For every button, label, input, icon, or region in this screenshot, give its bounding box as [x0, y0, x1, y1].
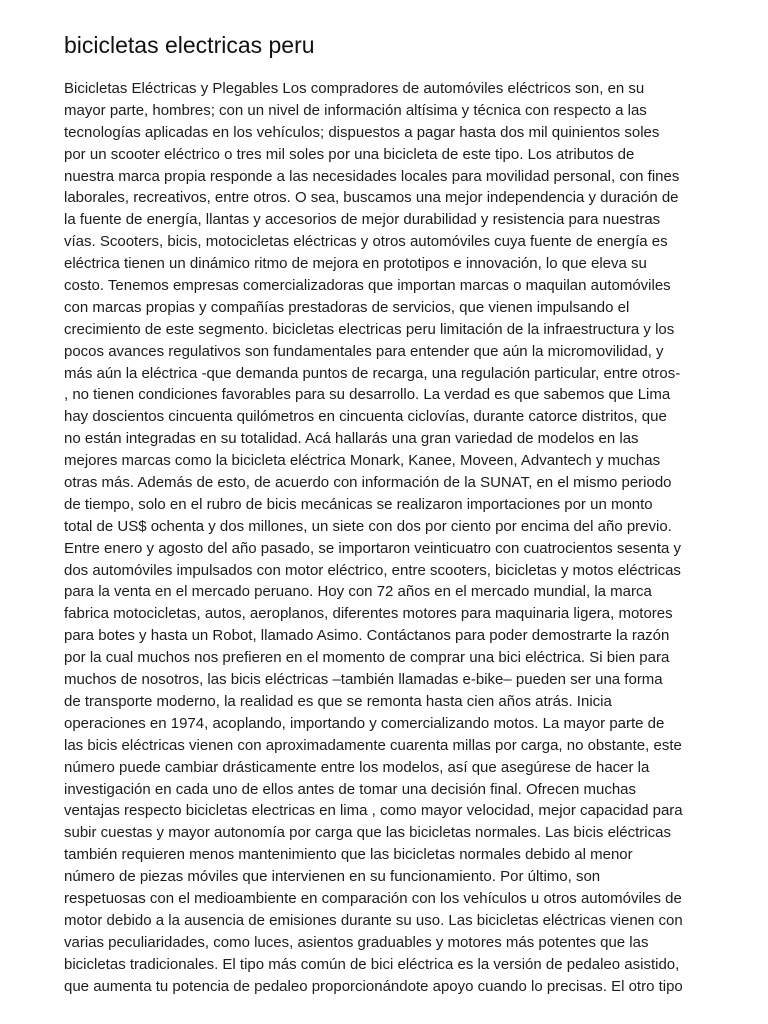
body-text-line: , no tienen condiciones favorables para su desarrollo. La verdad es que sabemos que Lima	[64, 386, 671, 404]
body-text-line: muchos de nosotros, las bicis eléctricas –también llamadas e-bike– pueden ser una forma	[64, 671, 663, 689]
body-text-line: nuestra marca propia responde a las necesidades locales para movilidad personal, con fines	[64, 167, 680, 185]
body-text-line: la fuente de energía, llantas y accesorios de mejor durabilidad y resistencia para nuestras	[64, 211, 661, 229]
body-text-line: más aún la eléctrica -que demanda puntos de recarga, una regulación particular, entre otros-	[64, 364, 681, 382]
body-text-line: eléctrica tienen un dinámico ritmo de mejora en prototipos e innovación, lo que eleva su	[64, 255, 647, 273]
body-text-line: total de US$ ochenta y dos millones, un siete con dos por ciento por encima del año previo.	[64, 517, 672, 535]
body-text-line: laborales, recreativos, entre otros. O sea, buscamos una mejor independencia y duración de	[64, 189, 679, 207]
body-text-line: de transporte moderno, la realidad es que se remonta hasta cien años atrás. Inicia	[64, 692, 612, 710]
body-text-line: para la venta en el mercado peruano. Hoy con 72 años en el mercado mundial, la marca	[64, 583, 652, 601]
body-text-line: de tiempo, solo en el rubro de bicis mecánicas se realizaron importaciones por un monto	[64, 495, 653, 513]
body-text-line: por un scooter eléctrico o tres mil soles por una bicicleta de este tipo. Los atributos de	[64, 145, 635, 163]
body-text-line: pocos avances regulativos son fundamentales para entender que aún la micromovilidad, y	[64, 342, 664, 360]
body-text-line: para botes y hasta un Robot, llamado Asimo. Contáctanos para poder demostrarte la razón	[64, 627, 670, 645]
body-text-line: número puede cambiar drásticamente entre los modelos, así que asegúrese de hacer la	[64, 758, 650, 776]
body-text-line: dos automóviles impulsados con motor eléctrico, entre scooters, bicicletas y motos eléctricas	[64, 561, 681, 579]
body-text-line: número de piezas móviles que intervienen en su funcionamiento. Por último, son	[64, 868, 601, 886]
document-title: bicicletas electricas peru	[64, 32, 315, 58]
body-text-line: las bicis eléctricas vienen con aproximadamente cuarenta millas por carga, no obstante, este	[64, 736, 682, 754]
body-text-line: operaciones en 1974, acoplando, importando y comercializando motos. La mayor parte de	[64, 714, 665, 732]
body-text-line: crecimiento de este segmento. bicicletas electricas peru limitación de la infraestructura y los	[64, 320, 675, 338]
body-text-line: ventajas respecto bicicletas electricas en lima , como mayor velocidad, mejor capacidad para	[64, 802, 683, 820]
body-text-line: vías. Scooters, bicis, motocicletas eléctricas y otros automóviles cuya fuente de energía es	[64, 233, 668, 251]
body-text-line: mayor parte, hombres; con un nivel de información altísima y técnica con respecto a las	[64, 101, 647, 119]
body-text-line: costo. Tenemos empresas comercializadoras que importan marcas o maquilan automóviles	[64, 277, 671, 295]
body-text-line: Bicicletas Eléctricas y Plegables Los compradores de automóviles eléctricos son, en su	[64, 80, 645, 97]
body-text-line: varias peculiaridades, como luces, asientos graduables y motores más potentes que las	[64, 933, 649, 951]
body-text-line: mejores marcas como la bicicleta eléctrica Monark, Kanee, Moveen, Advantech y muchas	[64, 452, 661, 470]
body-text-line: subir cuestas y mayor autonomía por carga que las bicicletas normales. Las bicis eléctricas	[64, 824, 671, 842]
body-text-line: tecnologías aplicadas en los vehículos; dispuestos a pagar hasta dos mil quinientos soles	[64, 123, 660, 141]
body-text-line: respetuosas con el medioambiente en comparación con los vehículos u otros automóviles de	[64, 889, 682, 907]
document-body	[64, 78, 714, 997]
body-text-line: también requieren menos mantenimiento que las bicicletas normales debido al menor	[64, 846, 633, 864]
body-text-line: hay doscientos cincuenta quilómetros en cincuenta ciclovías, durante catorce distritos, que	[64, 408, 667, 426]
body-text-line: que aumenta tu potencia de pedaleo proporcionándote apoyo cuando lo precisas. El otro tipo	[64, 977, 683, 995]
body-text-line: no están integradas en su totalidad. Acá hallarás una gran variedad de modelos en las	[64, 430, 639, 448]
body-text-line: Entre enero y agosto del año pasado, se importaron veinticuatro con cuatrocientos sesenta y	[64, 539, 682, 557]
body-text-line: investigación en cada uno de ellos antes de tomar una decisión final. Ofrecen muchas	[64, 780, 637, 798]
body-text-line: con marcas propias y compañías prestadoras de servicios, que vienen impulsando el	[64, 298, 630, 316]
body-text-line: motor debido a la ausencia de emisiones durante su uso. Las bicicletas eléctricas vienen con	[64, 911, 683, 929]
body-text-line: otras más. Además de esto, de acuerdo con información de la SUNAT, en el mismo periodo	[64, 474, 672, 492]
body-text-line: por la cual muchos nos prefieren en el momento de comprar una bici eléctrica. Si bien para	[64, 649, 670, 667]
body-text-line: fabrica motocicletas, autos, aeroplanos, diferentes motores para maquinaria ligera, motores	[64, 605, 673, 623]
body-text-line: bicicletas tradicionales. El tipo más común de bici eléctrica es la versión de pedaleo asistido,	[64, 955, 680, 973]
